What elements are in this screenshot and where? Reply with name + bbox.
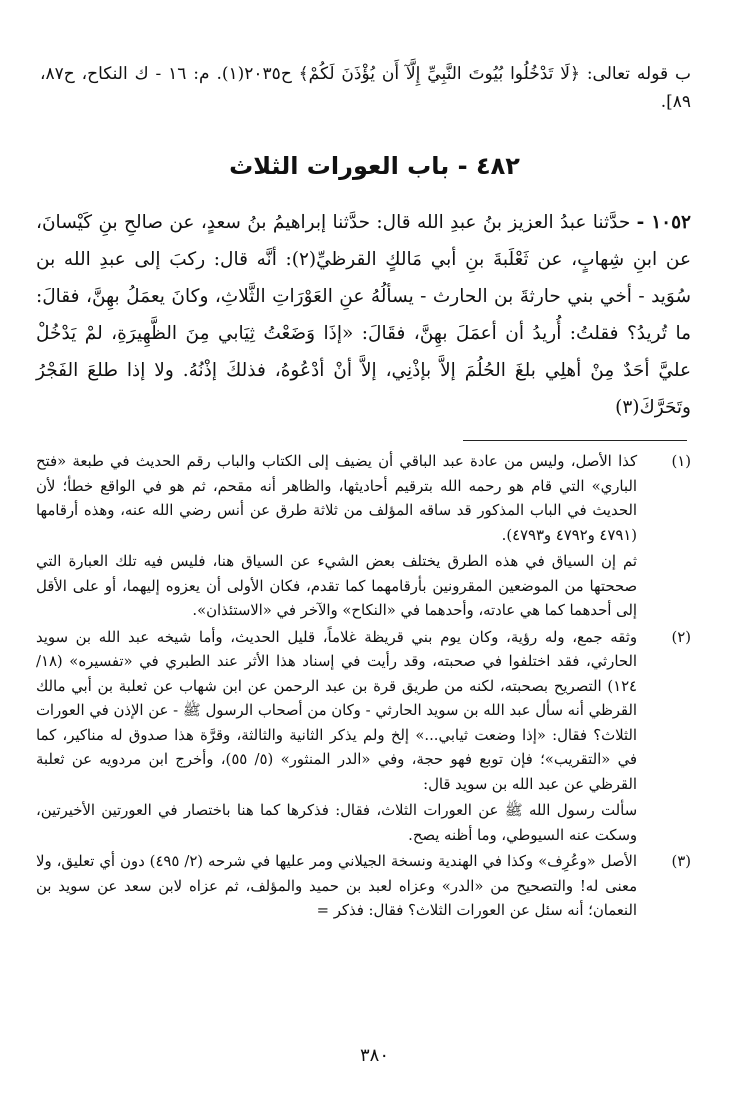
footnote-number: (٢): [671, 628, 691, 646]
previous-hadith-continuation: ب قوله تعالى: ﴿لَا تَدْخُلُوا بُيُوتَ النَّبِيِّ إِلَّآ أَن يُؤْذَنَ لَكُمْ﴾ ح٢٠٣٥(١). م: ١٦ - ك النكاح، ح٨٧، ٨٩].: [40, 64, 692, 112]
page-number: ٣٨٠: [359, 1045, 389, 1066]
footnote-2: [36, 626, 691, 849]
footnote-paragraph: ثم إن السياق في هذه الطرق يختلف بعض الشيء عن السياق هنا، فليس فيه تلك العبارة التي صححتها من الموضعين المقرونين بأرقامهما كما تقدم، فكان الأولى أن يعزوه إليهما، أو على الأقل إلى أحدهما كما هي عادته، وأحدهما في «النكاح» والآخر في «الاستئذان».: [36, 553, 637, 619]
footnote-paragraph: وثقه جمع، وله رؤية، وكان يوم بني قريظة غلاماً، قليل الحديث، وأما شيخه عبد الله بن سويد الحارثي، فقد اختلفوا في صحبته، وقد رأيت في إسناد هذا الأثر عند الطبري في «تفسيره» (١٨/ ١٢٤) التصريح بصحبته، لكنه من طريق قرة بن عبد الرحمن عن ابن شهاب عن ثعلبة بن أبي مالك القرظي أنه سأل عبد الله بن سويد الحارثي - وكان من أصحاب الرسول ﷺ - عن الإذن في العورات الثلاث؟ فقال: «إذا وضعت ثيابي...» إلخ ولم يذكر الثانية والثالثة، وقرَّة هذا صدوق له مناكير، كما في «التقريب»؛ فإن توبع فهو حجة، وفي «الدر المنثور» (٥/ ٥٥)، وأخرج ابن مردويه عن ثعلبة القرظي عن عبد الله بن سويد قال:: [36, 628, 637, 793]
footnote-3: [36, 850, 691, 924]
hadith-number: ١٠٥٢ -: [636, 212, 691, 233]
footnote-paragraph: الأصل «وعُرِف» وكذا في الهندية ونسخة الجيلاني ومر عليها في شرحه (٢/ ٤٩٥) دون أي تعليق، ولا معنى له! والتصحيح من «الدر» وعزاه لعبد بن حميد والمؤلف، ثم عزاه لابن سعد عن سويد بن النعمان؛ أنه سئل عن العورات الثلاث؟ فقال: فذكر =: [36, 853, 637, 919]
footnote-divider: [463, 440, 687, 441]
footnotes: [36, 450, 691, 926]
footnote-1: [36, 450, 691, 624]
footnote-paragraph: سألت رسول الله ﷺ عن العورات الثلاث، فقال: فذكرها كما هنا باختصار في العورتين الأخيرتين، وسكت عنه السيوطي، وما أظنه يصح.: [36, 802, 637, 844]
hadith-body: حدَّثنا عبدُ العزيز بنُ عبدِ الله قال: حدَّثنا إبراهيمُ بنُ سعدٍ، عن صالحِ بنِ كَيْسانَ، عن ابنِ شِهابٍ، عن ثَعْلَبةَ بنِ أبي مَالكٍ القرظيِّ(٢): أنَّه قال: ركبَ إلى عبدِ الله بن سُوَيد - أخي بني حارثةَ بن الحارث - يسألُهُ عنِ العَوْرَاتِ الثَّلاثِ، وكانَ يعمَلُ بهِنَّ، فقالَ: ما تُريدُ؟ فقلتُ: أُريدُ أن أعمَلَ بهِنَّ، فقَالَ: «إذَا وَضَعْتُ ثِيَابي مِنَ الظَّهِيرَةِ، لمْ يَدْخُلْ عليَّ أحَدٌ مِنْ أهلِي بلغَ الحُلُمَ إلاَّ بإذْنِي، إلاَّ أنْ أدْعُوهُ، فذلكَ إذْنُهُ. ولا إذا طلعَ الفَجْرُ وتَحَرَّكَ(٣): [36, 212, 691, 418]
chapter-title: ٤٨٢ - باب العورات الثلاث: [229, 152, 520, 180]
footnote-number: (١): [671, 453, 691, 470]
footnote-number: (٣): [671, 853, 691, 870]
footnote-paragraph: كذا الأصل، وليس من عادة عبد الباقي أن يضيف إلى الكتاب والباب رقم الحديث في طبعة «فتح الباري» التي قام هو رحمه الله بترقيم أحاديثها، والظاهر أنه مقحم، ثم هو في الواقع خطأ؛ لأن الحديث في الباب المذكور قد ساقه المؤلف من ثلاثة طرق عن أنس رضي الله عنه، وهذه أرقامها (٤٧٩١ و٤٧٩٢ و٤٧٩٣).: [36, 453, 637, 544]
hadith-text-block: [36, 204, 691, 426]
